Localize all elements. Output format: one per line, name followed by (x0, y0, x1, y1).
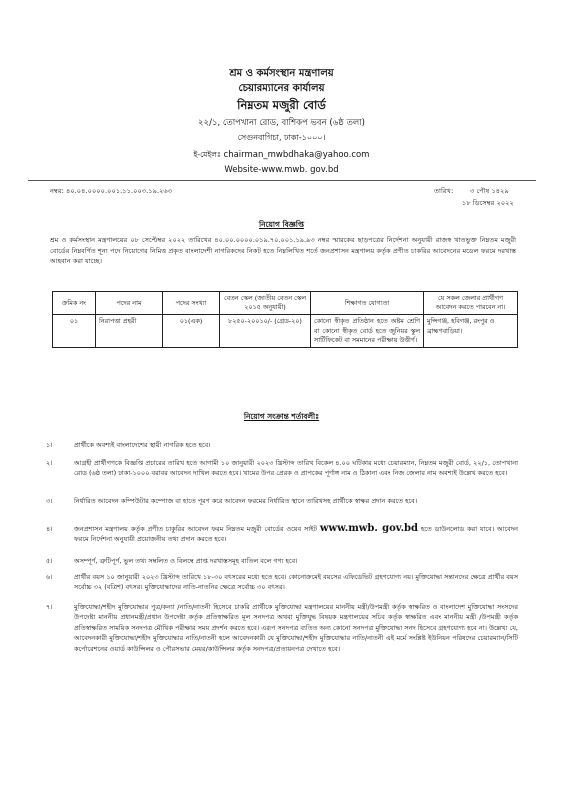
ministry-name: শ্রম ও কর্মসংস্থান মন্ত্রণালয় (229, 68, 334, 79)
condition-text: প্রার্থীর বয়স ১০ জানুয়ারী ২০২৩ খ্রিস্টাব্দ তারিখে ১৮-৩০ বৎসরের মধ্যে হতে হবে। কোনোক্রমেই বয়সের এফিডেভিট গ্রহণযোগ্য নয়। মুক্তিযোদ্ধা সন্তানদের ক্ষেত্রে প্রার্থীর বয়স সর্বোচ্চ ৩২ (বত্রিশ) বৎসর। মুক্তিযোদ্ধাদের নাতি-নাতনির ক্ষেত্রে সর্বোচ্চ ৩০ বৎসর। (74, 573, 518, 592)
address-line-2: সেগুনবাগিচা, ঢাকা-১০০০। (237, 133, 326, 142)
condition-text-part: হতে ডাউনলোড করা যাবে। আবেদন ফরমে নির্দেশনা অনুযায়ী প্রয়োজনীয় তথ্য প্রদান করতে হবে। (74, 525, 519, 544)
email-address[interactable]: chairman_mwbdhaka@yahoo.com (223, 150, 370, 160)
row-scale: ৮২৫০-২০০১০/- (গ্রেড-২০) (220, 315, 311, 348)
website-link[interactable]: www.mwb. gov.bd (319, 523, 419, 534)
col-count: পদের সংখ্যা (163, 292, 220, 315)
condition-text: আগ্রহী প্রার্থীগণকে বিজ্ঞপ্তি প্রচারের তারিখ হতে আগামী ১০ জানুয়ারী ২০২৩ খ্রিস্টাব্দ তারিখ বিকেল ৪.০০ ঘটিকার মধ্যে চেয়ারম্যান, নিম্নতম মজুরী বোর্ড, ২২/১, তোপখানা রোড (৬ষ্ঠ তলা) ঢাকা-১০০০ বরাবর আবেদন দাখিল করতে হবে। খামের উপর প্রেরক ও প্রাপকের পূর্ণাঙ্গ নাম ও ঠিকানা এবং নিজ জেলার নাম অবশ্যই উল্লেখ করতে হবে। (74, 459, 518, 478)
email-label: ই-মেইলঃ (193, 150, 221, 159)
date-bangla: ৩ পৌষ ১৪২৯ (470, 187, 509, 195)
condition-number: ৭। (46, 603, 53, 611)
condition-text: প্রার্থীকে অবশ্যই বাংলাদেশের স্থায়ী নাগরিক হতে হবে। (74, 441, 211, 449)
date-english: ১৮ ডিসেম্বর ২০২২ (462, 199, 514, 207)
condition-text-part: জনপ্রশাসন মন্ত্রণালয় কর্তৃক প্রণীত চাকুরির আবেদন ফরম নিম্নতম মজুরী বোর্ডের ওয়েব সাইট (74, 525, 318, 533)
col-serial: ক্রমিক নং (53, 292, 96, 315)
row-excluded-districts: মুন্সিগঞ্জ, হবিগঞ্জ, রংপুর ও ব্রাহ্মণবাড়িয়া। (424, 315, 518, 348)
col-scale: বেতন স্কেল (জাতীয় বেতন স্কেল ২০১৫ অনুযায়ী) (220, 292, 311, 315)
notice-intro: শ্রম ও কর্মসংস্থান মন্ত্রণালয়ের ০৮ সেপ্টেম্বর ২০২২ তারিখের ৪০.০০.০০০০.০১৯.৭০.০০১.১৯.৯৩ নম্বর স্মারকের ছাড়পত্রের নির্দেশনা অনুযায়ী রাজস্ব খাতভুক্ত নিম্নতম মজুরী বোর্ডের নিম্নবর্ণিত শূন্য পদে নিয়োগের নিমিত্ত প্রকৃত বাংলাদেশী নাগরিকদের নিকট হতে নিম্নলিখিত শর্তে জনপ্রশাসন মন্ত্রণালয় কর্তৃক প্রণীত চাকরির আবেদনের মডেল ফরমে দরখাস্ত আহবান করা যাচ্ছে। (50, 236, 516, 266)
vacancy-table (52, 291, 518, 348)
condition-number: ৩। (46, 497, 53, 505)
board-name: নিম্নতম মজুরী বোর্ড (237, 98, 326, 112)
email-line (0, 150, 563, 162)
header-divider (28, 180, 536, 181)
col-qualification: শিক্ষাগত যোগ্যতা (311, 292, 424, 315)
date-label: তারিখ: (434, 187, 454, 195)
col-excluded-districts: যে সকল জেলার প্রার্থীগণ আবেদন করতে পারবেন না। (424, 292, 518, 315)
condition-number: ৬। (46, 573, 53, 581)
condition-text: মুক্তিযোদ্ধা/শহীদ মুক্তিযোদ্ধার পুত্র/কন্যা /নাতি/নাতনী হিসেবে চাকরি প্রার্থীকে মুক্তিযোদ্ধা মন্ত্রণালয়ের মাননীয় মন্ত্রী/উপমন্ত্রী কর্তৃক স্বাক্ষরিত ও বাংলাদেশ মুক্তিযোদ্ধা সংসদের উপদেষ্টা মাননীয় প্রধানমন্ত্রী/প্রধান উপদেষ্টা কর্তৃক প্রতিস্বাক্ষরিত মূল সনদপত্র অথবা মুক্তিযুদ্ধ বিষয়ক মন্ত্রণালয়ের সচিব কর্তৃক স্বাক্ষরিত এবং মাননীয় মন্ত্রী /উপমন্ত্রী কর্তৃক প্রতিস্বাক্ষরিত সাময়িক সনদপত্র মৌখিক পরীক্ষার সময় প্রদর্শন করতে হবে। এরূপ সনদপত্র ব্যতিত অন্য কোনো সনদপত্র মুক্তিযোদ্ধা সনদ হিসেবে গ্রহণযোগ্য হবে না। উল্লেখ্য যে, আবেদনকারী মুক্তিযোদ্ধা/শহীদ মুক্তিযোদ্ধার নাতি/নাতনী হলে আবেদনকারী যে মুক্তিযোদ্ধা/শহীদ মুক্তিযোদ্ধার নাতি/নাতনী এই মর্মে সংশ্লিষ্ট ইউনিয়ন পরিষদের চেয়ারম্যান/সিটি কর্পোরেশনের ওয়ার্ড কাউন্সিলর ও পৌরসভার মেয়র/কাউন্সিলর কর্তৃক সনদপত্র/প্রত্যয়নপত্র দেখাতে হবে। (74, 603, 518, 653)
row-qualification: কোনো স্বীকৃত প্রতিষ্ঠান হতে অষ্টম শ্রেণি বা কোনো স্বীকৃত বোর্ড হতে জুনিয়র স্কুল সার্টিফিকেট বা সমমানের পরীক্ষায় উত্তীর্ণ। (311, 315, 424, 348)
row-post: নিরাপত্তা প্রহরী (96, 315, 163, 348)
table-header-row (53, 292, 518, 315)
address-line-1: ২২/১, তোপখানা রোড, বাশিকপ ভবন (৬ষ্ঠ তলা) (198, 118, 365, 128)
table-row (53, 315, 518, 348)
condition-text: অসম্পূর্ণ, ত্রুটিপূর্ণ, ভুল তথ্য সম্বলিত ও বিলম্বে প্রাপ্ত দরখাস্তসমূহ বাতিল বলে গণ্য হবে। (74, 557, 298, 565)
row-count: ০১(এক) (163, 315, 220, 348)
condition-number: ৪। (46, 525, 53, 533)
condition-text: নির্ধারিত আবেদন কম্পিউটার কম্পোজ বা হাতে পূরণ করে আবেদন ফরমের নির্ধারিত স্থানে তারিখসহ প্রার্থীকে স্বাক্ষর প্রদান করতে হবে। (74, 497, 418, 505)
condition-number: ৫। (46, 557, 53, 565)
row-serial: ০১ (53, 315, 96, 348)
memo-number: নম্বর: ৪০.০৪.০০০০.০০১.১১.০০৩.১৯.২৬৩ (50, 187, 173, 195)
notice-title: নিয়োগ বিজ্ঞপ্তি (259, 220, 304, 229)
condition-text (74, 524, 518, 545)
col-post: পদের নাম (96, 292, 163, 315)
conditions-title: নিয়োগ সংক্রান্ত শর্তাবলীঃ (243, 412, 320, 421)
website-line[interactable]: Website-www.mwb. gov.bd (224, 165, 339, 175)
condition-number: ২। (46, 459, 53, 467)
office-name: চেয়ারম্যানের কার্যালয় (238, 83, 325, 94)
condition-number: ১। (46, 441, 53, 449)
